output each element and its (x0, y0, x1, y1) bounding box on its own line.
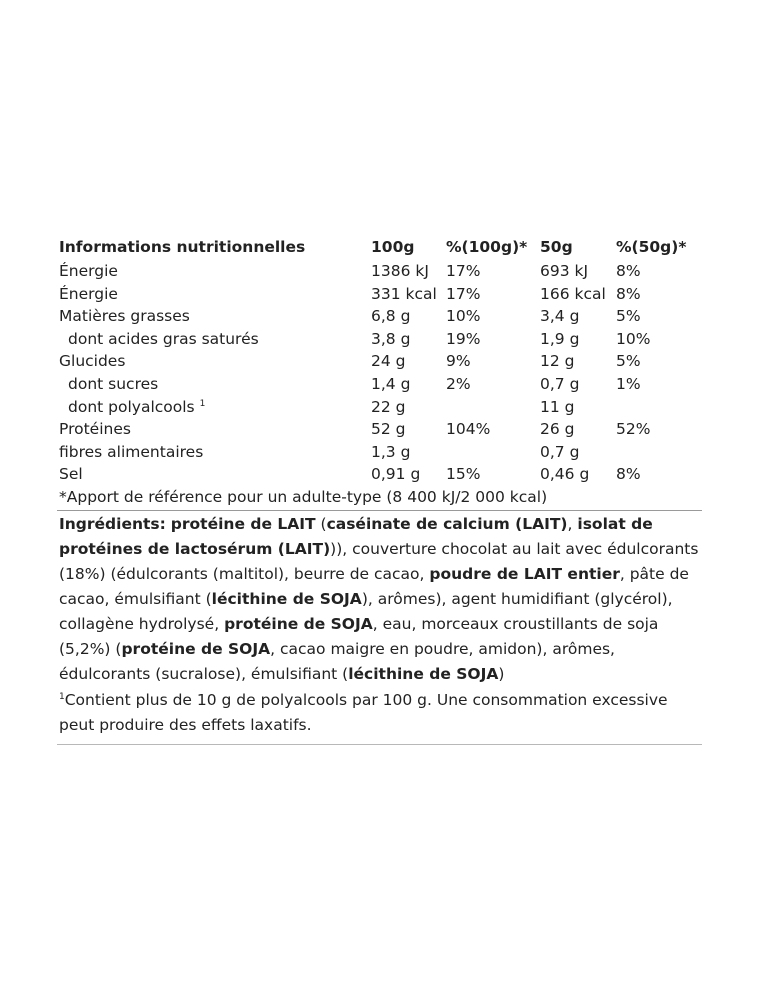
table-row (57, 418, 702, 441)
nutrient-name: dont acides gras saturés (68, 329, 259, 348)
table-row (57, 396, 702, 419)
nutrient-name: Énergie (59, 262, 118, 280)
percent-50g: 8% (616, 262, 641, 280)
percent-100g: 17% (446, 284, 481, 303)
value-50g: 3,4 g (540, 307, 580, 326)
ingredient-text: ( (315, 514, 327, 533)
ingredient-allergen: isolat de protéines de lactosérum (LAIT) (59, 514, 653, 558)
ingredient-allergen: lécithine de SOJA (348, 664, 499, 683)
value-50g: 1,9 g (540, 329, 580, 348)
ingredient-allergen: protéine de SOJA (224, 614, 373, 633)
header-name: Informations nutritionnelles (59, 238, 306, 256)
footnote-text: Contient plus de 10 g de polyalcools par 100 g. Une consommation excessive peut produire des effets laxatifs. (59, 690, 668, 734)
percent-50g: 52% (616, 420, 651, 439)
header-per-50g: 50g (540, 238, 573, 256)
table-row (57, 463, 702, 486)
ingredient-allergen: poudre de LAIT entier (429, 564, 620, 583)
percent-50g: 10% (616, 329, 651, 348)
value-100g: 24 g (371, 352, 406, 371)
nutrient-name: Glucides (59, 352, 126, 371)
table-row (57, 305, 702, 328)
header-percent-100g: %(100g)* (446, 238, 528, 256)
value-50g: 0,7 g (540, 442, 580, 461)
ingredient-allergen: caséinate de calcium (LAIT) (326, 514, 568, 533)
value-50g: 11 g (540, 397, 575, 416)
value-100g: 1386 kJ (371, 262, 429, 280)
percent-50g: 5% (616, 352, 641, 371)
table-row (57, 350, 702, 373)
ingredient-text: , eau, morceaux croustillants de soja (5,2%) ( (59, 614, 659, 658)
value-100g: 1,3 g (371, 442, 411, 461)
percent-100g: 104% (446, 420, 491, 439)
nutrient-name: dont polyalcools (68, 397, 195, 416)
header-per-100g: 100g (371, 238, 415, 256)
value-100g: 22 g (371, 397, 406, 416)
ingredient-text: )), couverture chocolat au lait avec édulcorants (18%) (édulcorants (maltitol), beurre de cacao, (59, 539, 699, 583)
footnote-marker: 1 (59, 691, 65, 702)
percent-100g: 17% (446, 262, 481, 280)
value-100g: 331 kcal (371, 284, 437, 303)
nutrient-name: fibres alimentaires (59, 442, 204, 461)
ingredient-allergen: protéine de SOJA (121, 639, 271, 658)
value-50g: 12 g (540, 352, 575, 371)
value-50g: 26 g (540, 420, 575, 439)
nutrient-name-with-footnote (68, 396, 205, 419)
ingredient-text: ) (498, 664, 505, 683)
value-100g: 1,4 g (371, 374, 411, 393)
value-50g: 0,7 g (540, 374, 580, 393)
nutrient-name: Sel (59, 465, 83, 484)
percent-100g: 10% (446, 307, 481, 326)
polyol-footnote (57, 687, 702, 745)
table-row (57, 260, 702, 283)
ingredients-paragraph (57, 511, 702, 687)
ingredient-text: ), arômes), agent humidifiant (glycérol), collagène hydrolysé, (59, 589, 673, 633)
percent-50g: 1% (616, 374, 641, 393)
percent-100g: 19% (446, 329, 481, 348)
percent-100g: 9% (446, 352, 471, 371)
ingredient-allergen: lécithine de SOJA (211, 589, 362, 608)
ingredient-text: , cacao maigre en poudre, amidon), arômes, édulcorants (sucralose), émulsifiant ( (59, 639, 615, 683)
table-row (57, 441, 702, 464)
ingredient-allergen: protéine de LAIT (170, 514, 316, 533)
header-percent-50g: %(50g)* (616, 238, 687, 256)
nutrient-name: Protéines (59, 420, 131, 439)
percent-50g: 5% (616, 307, 641, 326)
value-100g: 6,8 g (371, 307, 411, 326)
ingredient-text: , (567, 514, 578, 533)
table-row (57, 328, 702, 351)
percent-50g: 8% (616, 284, 641, 303)
percent-100g: 15% (446, 465, 481, 484)
nutrition-label (57, 234, 702, 745)
value-50g: 166 kcal (540, 284, 606, 303)
nutrient-name: dont sucres (68, 374, 159, 393)
nutrient-name: Matières grasses (59, 307, 190, 326)
value-100g: 0,91 g (371, 465, 421, 484)
nutrition-table-header (57, 234, 702, 260)
nutrient-name: Énergie (59, 284, 118, 303)
reference-intake-note: *Apport de référence pour un adulte-type (8 400 kJ/2 000 kcal) (57, 486, 702, 511)
value-100g: 3,8 g (371, 329, 411, 348)
footnote-marker: 1 (199, 398, 206, 409)
table-row (57, 373, 702, 396)
percent-100g: 2% (446, 374, 471, 393)
ingredients-label: Ingrédients: (59, 514, 166, 533)
table-row (57, 283, 702, 306)
value-50g: 0,46 g (540, 465, 590, 484)
value-50g: 693 kJ (540, 262, 589, 280)
ingredient-text: , pâte de cacao, émulsifiant ( (59, 564, 689, 608)
percent-50g: 8% (616, 465, 641, 484)
value-100g: 52 g (371, 420, 406, 439)
